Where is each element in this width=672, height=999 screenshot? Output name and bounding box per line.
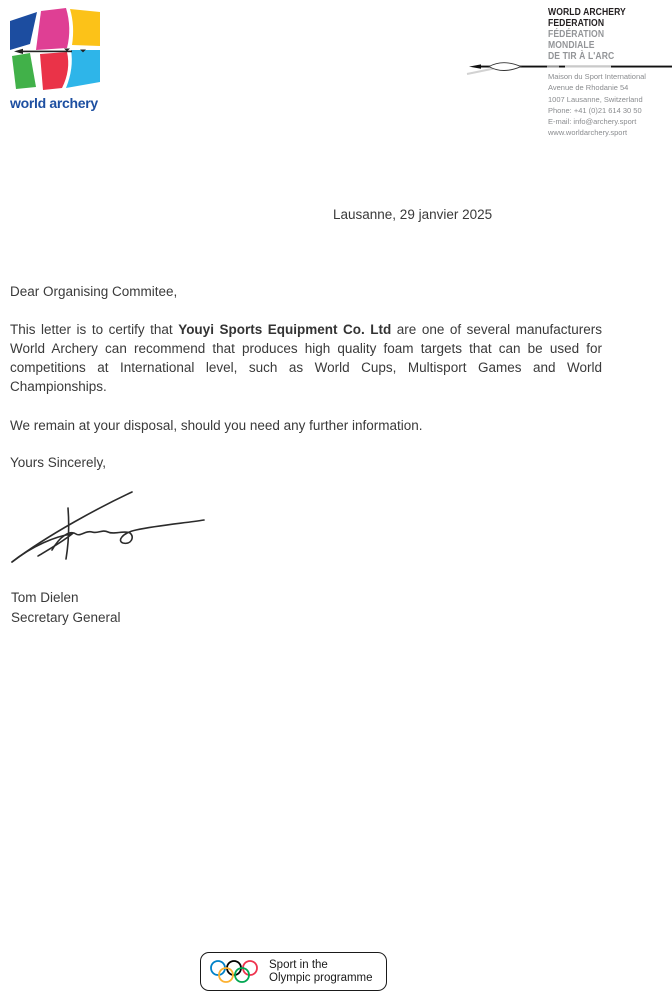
olympic-badge-text (269, 959, 373, 984)
paragraph-disposal: We remain at your disposal, should you need any further information. (10, 418, 423, 433)
address-line-2: Avenue de Rhodanie 54 (548, 83, 629, 93)
olympic-programme-badge (200, 952, 387, 991)
signer-name: Tom Dielen (11, 590, 79, 605)
signer-block (11, 588, 121, 627)
world-archery-logo (10, 8, 102, 111)
olympic-badge-line2: Olympic programme (269, 971, 373, 984)
org-name-fr-line2: MONDIALE (548, 40, 595, 51)
world-archery-emblem-icon (10, 8, 100, 93)
address-phone: Phone: +41 (0)21 614 30 50 (548, 105, 642, 115)
paragraph-certification (10, 320, 602, 396)
olympic-badge-line1: Sport in the (269, 959, 328, 971)
org-name-fr-line3: DE TIR À L'ARC (548, 51, 615, 62)
org-name-en-line1: WORLD ARCHERY (548, 7, 626, 18)
org-name-fr-line1: FÉDÉRATION (548, 29, 605, 40)
paragraph-text-after: are one of several manufacturers World Archery can recommend that produces high quality foam targets that can be used for competitions at International level, such as World Cups, Multisport Games and World Championships. (10, 322, 602, 394)
company-name: Youyi Sports Equipment Co. Ltd (178, 322, 392, 337)
closing: Yours Sincerely, (10, 455, 107, 470)
olympic-rings-icon (209, 958, 259, 986)
dateline: Lausanne, 29 janvier 2025 (333, 207, 493, 222)
address-email: E-mail: info@archery.sport (548, 117, 637, 127)
address-line-3: 1007 Lausanne, Switzerland (548, 94, 643, 104)
signature-icon (4, 486, 209, 574)
world-archery-wordmark: world archery (10, 95, 98, 111)
address-line-1: Maison du Sport International (548, 72, 646, 81)
salutation: Dear Organising Commitee, (10, 284, 178, 299)
org-name-en-line2: FEDERATION (548, 18, 605, 29)
paragraph-text-before: This letter is to certify that (10, 322, 179, 337)
letterhead-org-names (548, 7, 672, 62)
address-website: www.worldarchery.sport (548, 128, 628, 138)
signer-title: Secretary General (11, 609, 121, 625)
letterhead-address (548, 71, 672, 139)
